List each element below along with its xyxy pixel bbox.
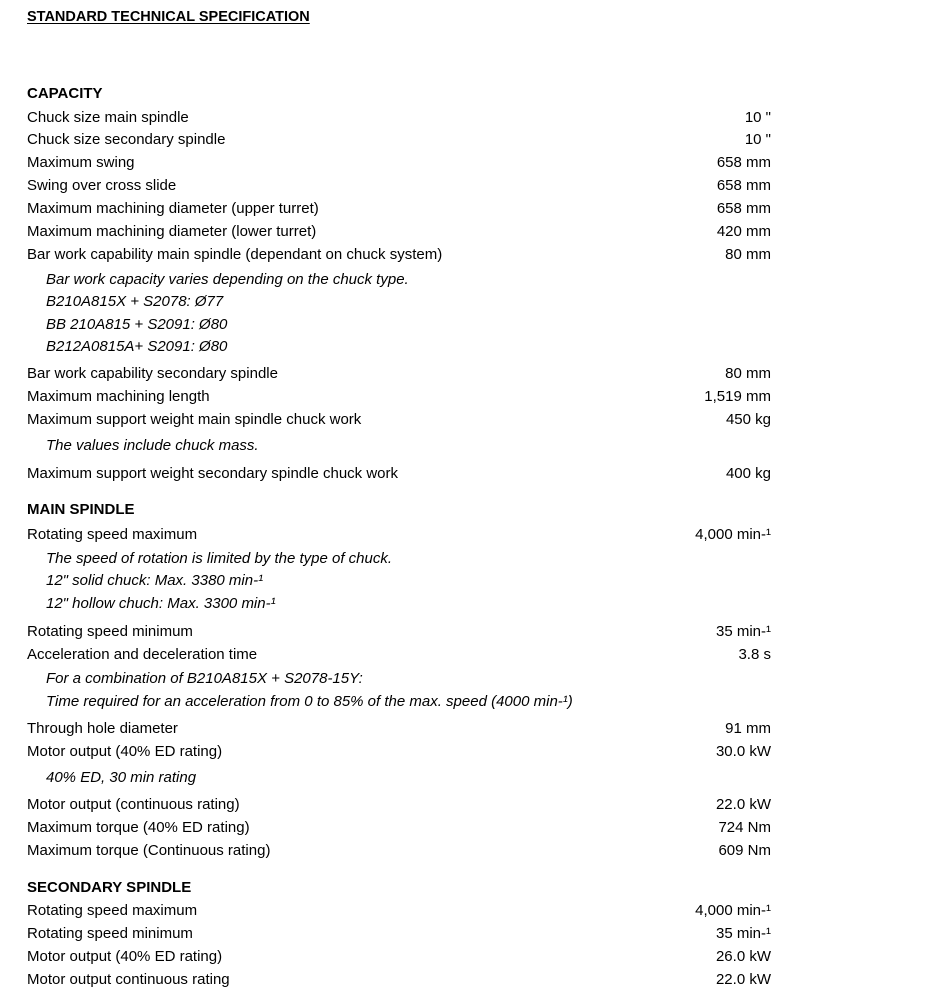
spec-label: Chuck size main spindle — [27, 109, 189, 126]
spec-row — [27, 743, 771, 763]
spec-row — [27, 720, 771, 740]
document-title: STANDARD TECHNICAL SPECIFICATION — [27, 9, 310, 25]
spec-label: Bar work capability secondary spindle — [27, 365, 278, 382]
spec-row — [27, 948, 771, 968]
spec-label: Motor output (40% ED rating) — [27, 948, 223, 965]
spec-value: 80 mm — [725, 365, 771, 382]
spec-row — [27, 388, 771, 408]
spec-label: Maximum torque (40% ED rating) — [27, 819, 250, 836]
spec-note: B212A0815A+ S2091: Ø80 — [46, 338, 228, 355]
spec-row — [27, 154, 771, 174]
spec-value: 658 mm — [716, 177, 771, 194]
spec-note: Bar work capacity varies depending on the chuck type. — [46, 271, 409, 288]
spec-row — [27, 200, 771, 220]
spec-note: B210A815X + S2078: Ø77 — [46, 293, 224, 310]
spec-row — [27, 819, 771, 839]
spec-note: 12" solid chuck: Max. 3380 min-¹ — [46, 572, 264, 589]
spec-row — [27, 411, 771, 431]
spec-row — [27, 623, 771, 643]
spec-row — [27, 246, 771, 266]
spec-note: 40% ED, 30 min rating — [46, 769, 197, 786]
spec-value: 4,000 min-¹ — [695, 902, 771, 919]
spec-label: Through hole diameter — [27, 720, 178, 737]
spec-value: 35 min-¹ — [715, 925, 771, 942]
spec-row — [27, 365, 771, 385]
spec-row — [27, 842, 771, 862]
spec-row — [27, 526, 771, 546]
spec-row — [27, 131, 771, 151]
spec-value: 22.0 kW — [715, 796, 771, 813]
spec-value: 724 Nm — [718, 819, 771, 836]
spec-value: 400 kg — [725, 465, 771, 482]
spec-note: The values include chuck mass. — [46, 437, 259, 454]
spec-note: For a combination of B210A815X + S2078-15Y: — [46, 670, 363, 687]
section-heading-secondary-spindle: SECONDARY SPINDLE — [27, 879, 192, 896]
spec-value: 1,519 mm — [704, 388, 771, 405]
spec-row — [27, 223, 771, 243]
spec-value: 609 Nm — [718, 842, 771, 859]
spec-label: Maximum torque (Continuous rating) — [27, 842, 271, 859]
spec-label: Maximum swing — [27, 154, 135, 171]
spec-label: Maximum machining diameter (upper turret) — [27, 200, 319, 217]
spec-value: 22.0 kW — [715, 971, 771, 988]
spec-label: Motor output (continuous rating) — [27, 796, 240, 813]
spec-value: 658 mm — [716, 200, 771, 217]
spec-label: Rotating speed minimum — [27, 925, 193, 942]
spec-value: 91 mm — [725, 720, 771, 737]
section-heading-capacity: CAPACITY — [27, 85, 103, 102]
spec-value: 450 kg — [725, 411, 771, 428]
spec-row — [27, 465, 771, 485]
spec-value: 26.0 kW — [715, 948, 771, 965]
spec-note: 12" hollow chuch: Max. 3300 min-¹ — [46, 595, 276, 612]
spec-row — [27, 902, 771, 922]
spec-value: 30.0 kW — [715, 743, 771, 760]
spec-label: Maximum support weight secondary spindle chuck work — [27, 465, 398, 482]
spec-label: Bar work capability main spindle (dependant on chuck system) — [27, 246, 443, 263]
spec-label: Chuck size secondary spindle — [27, 131, 226, 148]
spec-value: 420 mm — [716, 223, 771, 240]
spec-note: Time required for an acceleration from 0 to 85% of the max. speed (4000 min-¹) — [46, 693, 573, 710]
spec-label: Acceleration and deceleration time — [27, 646, 258, 663]
spec-value: 80 mm — [725, 246, 771, 263]
spec-label: Maximum machining diameter (lower turret) — [27, 223, 317, 240]
spec-value: 4,000 min-¹ — [695, 526, 771, 543]
spec-label: Motor output (40% ED rating) — [27, 743, 223, 760]
spec-value: 658 mm — [716, 154, 771, 171]
spec-label: Maximum support weight main spindle chuck work — [27, 411, 362, 428]
spec-row — [27, 177, 771, 197]
spec-row — [27, 925, 771, 945]
spec-value: 10 " — [744, 109, 771, 126]
spec-row — [27, 796, 771, 816]
section-heading-main-spindle: MAIN SPINDLE — [27, 501, 135, 518]
spec-row — [27, 646, 771, 666]
spec-note: BB 210A815 + S2091: Ø80 — [46, 316, 228, 333]
spec-label: Rotating speed minimum — [27, 623, 193, 640]
spec-label: Rotating speed maximum — [27, 902, 198, 919]
spec-value: 35 min-¹ — [715, 623, 771, 640]
spec-label: Maximum machining length — [27, 388, 210, 405]
spec-label: Motor output continuous rating — [27, 971, 230, 988]
spec-value: 10 " — [744, 131, 771, 148]
spec-row — [27, 971, 771, 991]
spec-row — [27, 109, 771, 129]
spec-label: Rotating speed maximum — [27, 526, 198, 543]
spec-note: The speed of rotation is limited by the type of chuck. — [46, 550, 393, 567]
spec-label: Swing over cross slide — [27, 177, 177, 194]
spec-value: 3.8 s — [738, 646, 771, 663]
